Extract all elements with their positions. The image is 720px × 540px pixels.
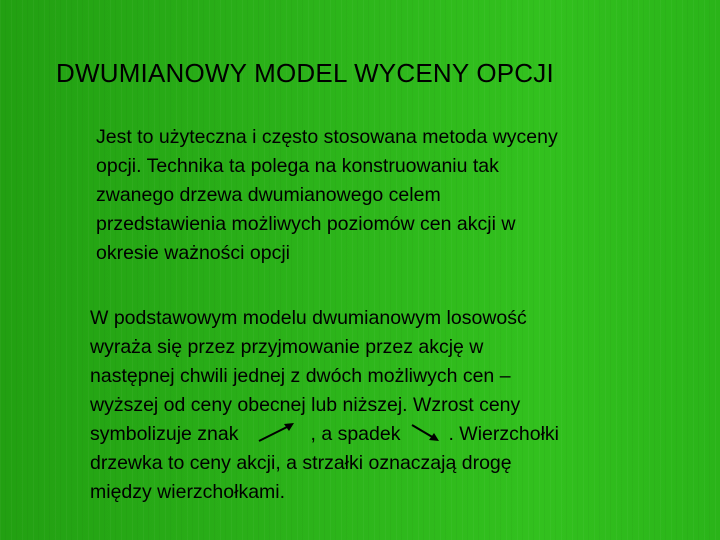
- paragraph-line: zwanego drzewa dwumianowego celem: [96, 184, 441, 206]
- paragraph-line: przedstawienia możliwych poziomów cen akcji w: [96, 213, 516, 235]
- arrow-down-right-icon: [408, 421, 442, 443]
- paragraph-definition: [96, 123, 558, 268]
- paragraph-model: [90, 304, 559, 507]
- arrow-up-right-icon: [256, 421, 296, 443]
- paragraph-line: wyższej od ceny obecnej lub niższej. Wzrost ceny: [90, 394, 521, 416]
- paragraph-line: między wierzchołkami.: [90, 481, 286, 503]
- paragraph-line: W podstawowym modelu dwumianowym losowość: [90, 307, 527, 329]
- paragraph-line: wyraża się przez przyjmowanie przez akcję w: [90, 336, 484, 358]
- paragraph-line: opcji. Technika ta polega na konstruowaniu tak: [96, 155, 499, 177]
- inline-text: symbolizuje znak: [90, 423, 239, 445]
- slide-title: DWUMIANOWY MODEL WYCENY OPCJI: [56, 58, 554, 88]
- paragraph-line: Jest to użyteczna i często stosowana metoda wyceny: [96, 126, 558, 148]
- inline-text: , a spadek: [310, 423, 401, 445]
- paragraph-line: okresie ważności opcji: [96, 242, 291, 264]
- paragraph-line: następnej chwili jednej z dwóch możliwych cen –: [90, 365, 511, 387]
- inline-text: . Wierzchołki: [448, 423, 559, 445]
- paragraph-line-with-arrows: [90, 420, 559, 449]
- paragraph-line: drzewka to ceny akcji, a strzałki oznaczają drogę: [90, 452, 512, 474]
